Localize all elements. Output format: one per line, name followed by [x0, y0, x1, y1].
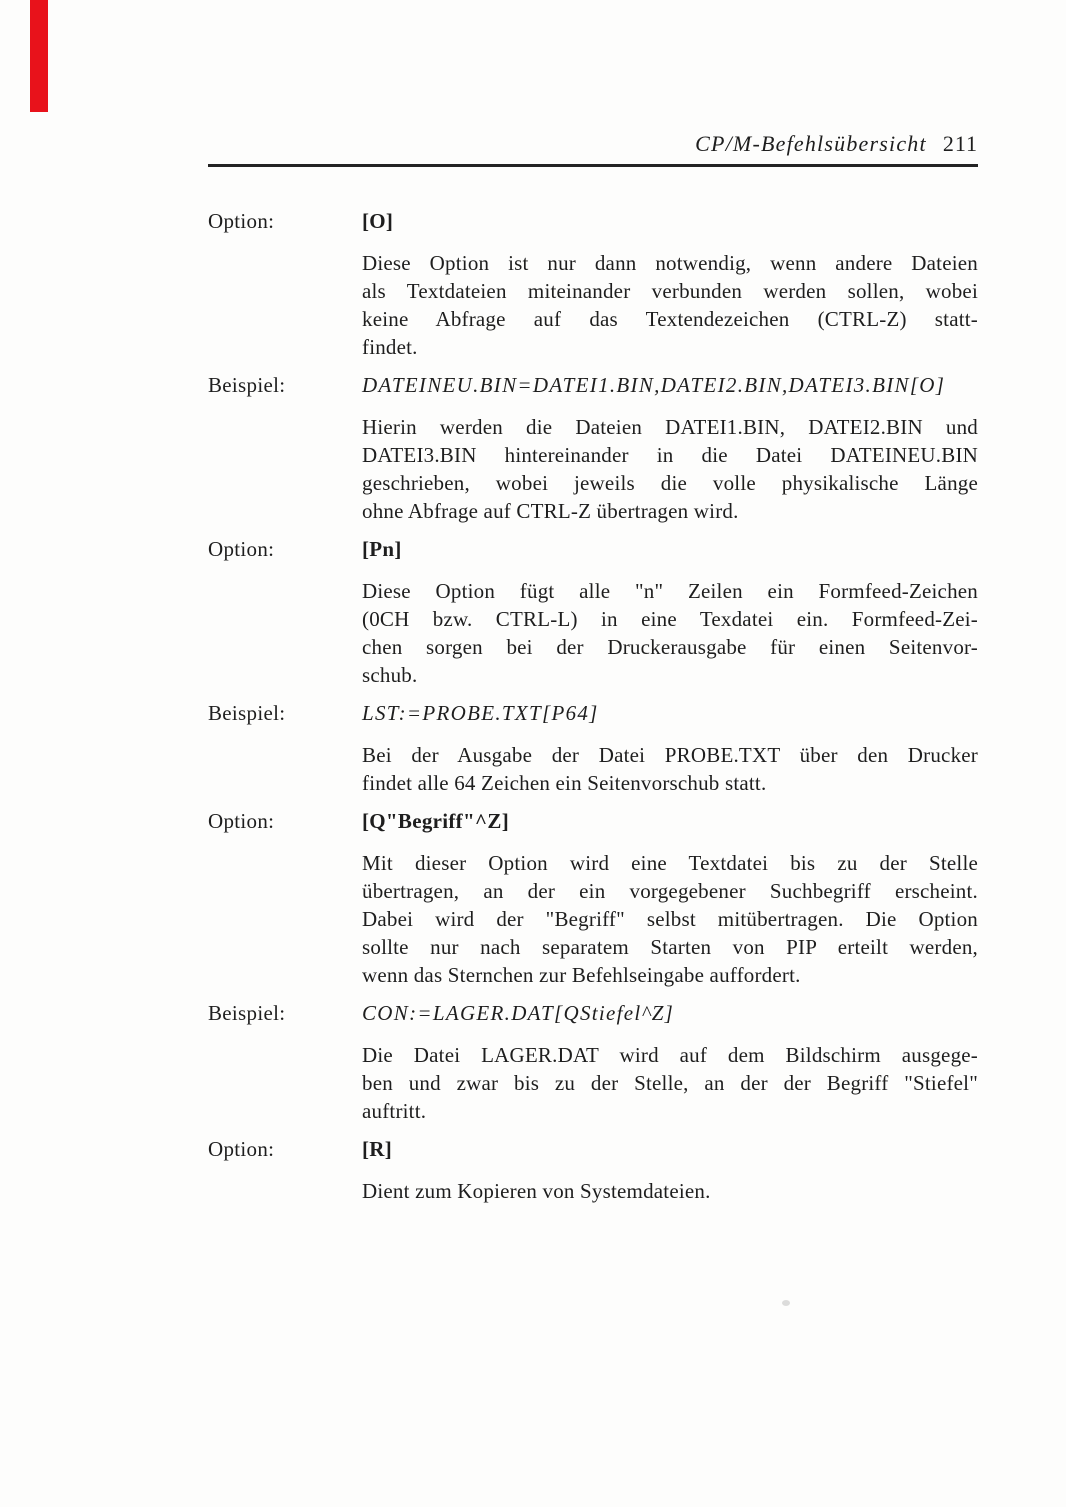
command-section — [208, 207, 978, 361]
command-section — [208, 807, 978, 989]
section-body — [362, 1041, 978, 1125]
section-body-row — [208, 741, 978, 797]
section-head-row — [208, 999, 978, 1027]
running-header — [208, 131, 978, 157]
body-line: wenn das Sternchen zur Befehlseingabe auffordert. — [362, 963, 801, 987]
body-line: übertragen, an der ein vorgegebener Suchbegriff erscheint. — [362, 879, 978, 903]
body-line: Die Datei LAGER.DAT wird auf dem Bildschirm ausgege- — [362, 1043, 978, 1067]
section-head-row — [208, 807, 978, 835]
command-section — [208, 999, 978, 1125]
section-body — [362, 413, 978, 525]
body-line: geschrieben, wobei jeweils die volle physikalische Länge — [362, 471, 978, 495]
body-line: auftritt. — [362, 1099, 427, 1123]
section-code: LST:=PROBE.TXT[P64] — [362, 701, 599, 725]
section-label: Option: — [208, 537, 275, 561]
section-body — [362, 1177, 978, 1205]
section-label-spacer — [208, 1177, 362, 1205]
body-line: sollte nur nach separatem Starten von PIP erteilt werden, — [362, 935, 978, 959]
body-line: findet alle 64 Zeichen ein Seitenvorschub statt. — [362, 771, 767, 795]
section-body-row — [208, 577, 978, 689]
section-body-row — [208, 1041, 978, 1125]
body-line: schub. — [362, 663, 418, 687]
red-bookmark-ribbon — [30, 0, 48, 112]
body-line: Hierin werden die Dateien DATEI1.BIN, DATEI2.BIN und — [362, 415, 978, 439]
body-line: keine Abfrage auf das Textendezeichen (CTRL-Z) statt- — [362, 307, 978, 331]
scan-speck — [782, 1300, 790, 1306]
section-label: Option: — [208, 209, 275, 233]
section-label: Option: — [208, 809, 275, 833]
section-label-spacer — [208, 849, 362, 989]
section-code: CON:=LAGER.DAT[QStiefel^Z] — [362, 1001, 675, 1025]
section-body-row — [208, 849, 978, 989]
command-section — [208, 535, 978, 689]
section-body-row — [208, 1177, 978, 1205]
section-label-spacer — [208, 249, 362, 361]
section-body — [362, 849, 978, 989]
section-body — [362, 249, 978, 361]
body-line: findet. — [362, 335, 418, 359]
body-line: DATEI3.BIN hintereinander in die Datei DATEINEU.BIN — [362, 443, 978, 467]
body-line: ohne Abfrage auf CTRL-Z übertragen wird. — [362, 499, 739, 523]
section-label-spacer — [208, 741, 362, 797]
section-head-row — [208, 699, 978, 727]
section-label: Beispiel: — [208, 701, 286, 725]
body-line: Dient zum Kopieren von Systemdateien. — [362, 1179, 711, 1203]
body-line: (0CH bzw. CTRL-L) in eine Texdatei ein. Formfeed-Zei- — [362, 607, 978, 631]
command-section — [208, 371, 978, 525]
section-label: Beispiel: — [208, 373, 286, 397]
section-label-spacer — [208, 1041, 362, 1125]
section-head-row — [208, 1135, 978, 1163]
section-label: Option: — [208, 1137, 275, 1161]
section-head-row — [208, 207, 978, 235]
body-line: als Textdateien miteinander verbunden werden sollen, wobei — [362, 279, 978, 303]
command-sections — [208, 207, 978, 1205]
section-body — [362, 741, 978, 797]
body-line: Bei der Ausgabe der Datei PROBE.TXT über den Drucker — [362, 743, 978, 767]
command-section — [208, 699, 978, 797]
section-head-row — [208, 535, 978, 563]
section-code: [Pn] — [362, 537, 402, 561]
section-code: [Q"Begriff"^Z] — [362, 809, 510, 833]
section-label-spacer — [208, 577, 362, 689]
content-area — [208, 0, 978, 1215]
section-code: [O] — [362, 209, 394, 233]
body-line: Diese Option fügt alle "n" Zeilen ein Formfeed-Zeichen — [362, 579, 978, 603]
section-code: [R] — [362, 1137, 393, 1161]
section-label-spacer — [208, 413, 362, 525]
header-rule — [208, 164, 978, 167]
command-section — [208, 1135, 978, 1205]
section-body-row — [208, 249, 978, 361]
body-line: ben und zwar bis zu der Stelle, an der der Begriff "Stiefel" — [362, 1071, 978, 1095]
running-head-title: CP/M-Befehlsübersicht — [695, 131, 927, 156]
section-body-row — [208, 413, 978, 525]
section-head-row — [208, 371, 978, 399]
body-line: Diese Option ist nur dann notwendig, wenn andere Dateien — [362, 251, 978, 275]
section-body — [362, 577, 978, 689]
body-line: chen sorgen bei der Druckerausgabe für einen Seitenvor- — [362, 635, 978, 659]
section-label: Beispiel: — [208, 1001, 286, 1025]
body-line: Dabei wird der "Begriff" selbst mitübertragen. Die Option — [362, 907, 978, 931]
page-number: 211 — [942, 131, 978, 156]
body-line: Mit dieser Option wird eine Textdatei bis zu der Stelle — [362, 851, 978, 875]
section-code: DATEINEU.BIN=DATEI1.BIN,DATEI2.BIN,DATEI3.BIN[O] — [362, 373, 946, 397]
